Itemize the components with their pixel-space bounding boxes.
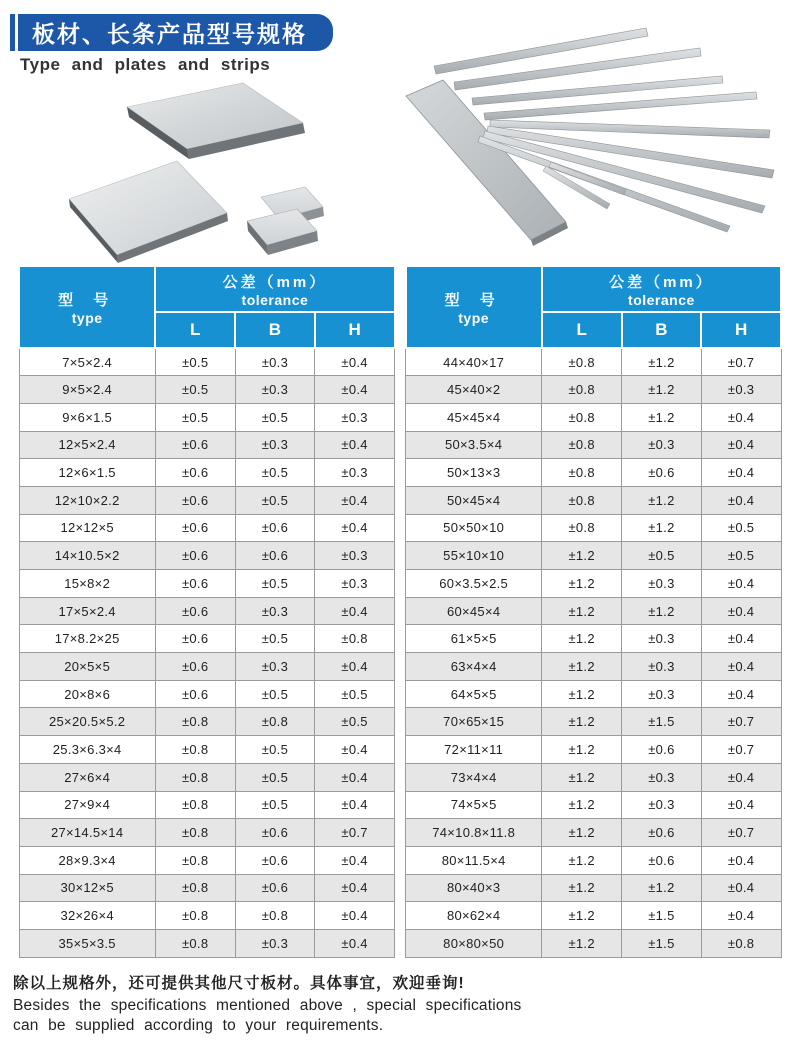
table-row [19, 348, 395, 376]
tolerance-cell: ±0.4 [315, 376, 395, 404]
table-row [19, 653, 395, 681]
tolerance-cell: ±0.3 [622, 791, 702, 819]
table-row [19, 570, 395, 598]
type-cell: 12×5×2.4 [19, 431, 155, 459]
tolerance-cell: ±0.3 [622, 763, 702, 791]
table-row [406, 597, 782, 625]
tolerance-cell: ±0.4 [701, 791, 781, 819]
tolerance-cell: ±0.8 [542, 403, 622, 431]
table-row [406, 431, 782, 459]
tolerance-cell: ±0.3 [315, 570, 395, 598]
type-cell: 63×4×4 [406, 653, 542, 681]
type-cell: 74×5×5 [406, 791, 542, 819]
type-cell: 80×40×3 [406, 874, 542, 902]
type-cell: 20×8×6 [19, 680, 155, 708]
tolerance-cell: ±0.4 [701, 874, 781, 902]
type-cell: 25.3×6.3×4 [19, 736, 155, 764]
tolerance-cell: ±1.2 [542, 846, 622, 874]
tolerance-cell: ±0.3 [315, 542, 395, 570]
type-cell: 14×10.5×2 [19, 542, 155, 570]
tolerance-cell: ±0.4 [315, 874, 395, 902]
type-cell: 80×80×50 [406, 929, 542, 957]
type-cell: 27×6×4 [19, 763, 155, 791]
tolerance-cell: ±0.3 [622, 653, 702, 681]
type-label-zh: 型 号 [58, 291, 117, 309]
tolerance-cell: ±0.5 [235, 680, 315, 708]
tolerance-cell: ±0.8 [315, 625, 395, 653]
table-row [19, 874, 395, 902]
tolerance-column-header [155, 266, 394, 312]
type-cell: 12×10×2.2 [19, 486, 155, 514]
tolerance-cell: ±0.8 [542, 348, 622, 376]
tolerance-cell: ±0.5 [235, 736, 315, 764]
tolerance-cell: ±0.4 [701, 486, 781, 514]
tolerance-column-header [542, 266, 781, 312]
tolerance-cell: ±0.4 [701, 680, 781, 708]
type-cell: 25×20.5×5.2 [19, 708, 155, 736]
type-cell: 35×5×3.5 [19, 929, 155, 957]
type-cell: 50×13×3 [406, 459, 542, 487]
tolerance-cell: ±0.5 [235, 791, 315, 819]
table-row [406, 376, 782, 404]
page-subtitle: Type and plates and strips [20, 55, 271, 74]
type-cell: 12×12×5 [19, 514, 155, 542]
table-row [19, 763, 395, 791]
table-row [406, 736, 782, 764]
type-cell: 72×11×11 [406, 736, 542, 764]
footer-note [13, 971, 793, 1036]
tolerance-cell: ±0.8 [155, 791, 235, 819]
tolerance-cell: ±1.5 [622, 708, 702, 736]
tolerance-cell: ±0.4 [315, 791, 395, 819]
tolerance-cell: ±0.6 [622, 819, 702, 847]
tolerance-cell: ±0.6 [622, 736, 702, 764]
tolerance-cell: ±1.2 [542, 929, 622, 957]
tolerance-cell: ±0.5 [701, 542, 781, 570]
tolerance-cell: ±0.4 [701, 902, 781, 930]
banner-accent-stripe [10, 14, 15, 51]
tolerance-cell: ±0.6 [155, 431, 235, 459]
table-row [19, 376, 395, 404]
table-row [406, 708, 782, 736]
table-row [19, 403, 395, 431]
type-cell: 32×26×4 [19, 902, 155, 930]
tolerance-cell: ±1.2 [542, 791, 622, 819]
tolerance-cell: ±0.3 [235, 431, 315, 459]
tolerance-cell: ±0.4 [701, 846, 781, 874]
tolerance-cell: ±0.3 [622, 625, 702, 653]
tolerance-cell: ±0.4 [315, 763, 395, 791]
tolerance-cell: ±0.5 [155, 348, 235, 376]
type-cell: 64×5×5 [406, 680, 542, 708]
tolerance-cell: ±0.5 [235, 403, 315, 431]
tolerance-cell: ±0.5 [235, 625, 315, 653]
tolerance-cell: ±0.3 [235, 348, 315, 376]
table-row [406, 874, 782, 902]
tolerance-label-en: tolerance [628, 291, 695, 308]
tolerance-cell: ±0.7 [701, 736, 781, 764]
footer-note-en-line2: can be supplied according to your requirements. [13, 1017, 384, 1034]
tolerance-cell: ±0.4 [315, 348, 395, 376]
tolerance-cell: ±0.6 [155, 570, 235, 598]
tolerance-cell: ±0.4 [701, 763, 781, 791]
tolerance-cell: ±0.3 [235, 376, 315, 404]
type-cell: 73×4×4 [406, 763, 542, 791]
table-row [406, 625, 782, 653]
tolerance-label-en: tolerance [241, 291, 309, 308]
tolerance-cell: ±0.8 [155, 819, 235, 847]
tolerance-cell: ±1.2 [622, 376, 702, 404]
tolerance-cell: ±1.2 [542, 874, 622, 902]
tolerance-cell: ±0.8 [542, 431, 622, 459]
page-title: 板材、长条产品型号规格 [18, 14, 333, 51]
table-row [19, 597, 395, 625]
tolerance-cell: ±0.5 [235, 570, 315, 598]
spec-table-right [405, 265, 783, 958]
type-column-header [406, 266, 542, 348]
tolerance-cell: ±0.8 [542, 514, 622, 542]
col-header-b: B [622, 312, 702, 348]
tolerance-cell: ±0.3 [315, 403, 395, 431]
table-row [19, 736, 395, 764]
tolerance-cell: ±1.5 [622, 929, 702, 957]
tolerance-cell: ±0.4 [701, 403, 781, 431]
tolerance-cell: ±0.4 [701, 459, 781, 487]
type-cell: 44×40×17 [406, 348, 542, 376]
type-cell: 80×11.5×4 [406, 846, 542, 874]
tolerance-cell: ±0.5 [235, 486, 315, 514]
type-cell: 60×3.5×2.5 [406, 570, 542, 598]
tolerance-cell: ±0.7 [701, 708, 781, 736]
tolerance-cell: ±0.5 [315, 708, 395, 736]
table-row [406, 902, 782, 930]
tolerance-cell: ±0.7 [315, 819, 395, 847]
tolerance-cell: ±0.6 [155, 597, 235, 625]
tolerance-cell: ±0.5 [155, 376, 235, 404]
type-cell: 61×5×5 [406, 625, 542, 653]
tolerance-cell: ±1.2 [622, 403, 702, 431]
table-row [19, 791, 395, 819]
spec-table-left [18, 265, 396, 958]
spec-tables [18, 265, 782, 958]
tolerance-cell: ±0.3 [235, 929, 315, 957]
tolerance-cell: ±0.4 [701, 570, 781, 598]
tolerance-cell: ±0.8 [155, 736, 235, 764]
tolerance-cell: ±0.6 [235, 874, 315, 902]
type-cell: 17×5×2.4 [19, 597, 155, 625]
tolerance-cell: ±0.6 [235, 514, 315, 542]
type-cell: 12×6×1.5 [19, 459, 155, 487]
tolerance-cell: ±1.2 [542, 708, 622, 736]
tolerance-cell: ±0.5 [235, 763, 315, 791]
tolerance-cell: ±0.8 [155, 708, 235, 736]
tolerance-cell: ±0.4 [315, 929, 395, 957]
tolerance-cell: ±0.5 [315, 680, 395, 708]
type-cell: 9×6×1.5 [19, 403, 155, 431]
tolerance-cell: ±1.2 [622, 597, 702, 625]
tolerance-cell: ±0.4 [315, 486, 395, 514]
table-row [19, 929, 395, 957]
table-row [19, 846, 395, 874]
tolerance-cell: ±1.2 [542, 763, 622, 791]
table-row [406, 542, 782, 570]
type-cell: 70×65×15 [406, 708, 542, 736]
type-column-header [19, 266, 155, 348]
table-row [406, 653, 782, 681]
tolerance-cell: ±0.6 [235, 846, 315, 874]
type-cell: 30×12×5 [19, 874, 155, 902]
type-label-en: type [458, 309, 490, 326]
tolerance-cell: ±1.2 [622, 486, 702, 514]
tolerance-cell: ±0.8 [155, 902, 235, 930]
plates-photo [55, 75, 390, 270]
tolerance-cell: ±0.4 [315, 653, 395, 681]
type-cell: 27×14.5×14 [19, 819, 155, 847]
type-cell: 28×9.3×4 [19, 846, 155, 874]
tolerance-cell: ±0.4 [315, 431, 395, 459]
tolerance-cell: ±0.8 [542, 486, 622, 514]
tolerance-cell: ±0.6 [155, 459, 235, 487]
type-cell: 74×10.8×11.8 [406, 819, 542, 847]
table-row [406, 514, 782, 542]
footer-note-en-line1: Besides the specifications mentioned above , special specifications [13, 997, 522, 1014]
tolerance-cell: ±0.4 [701, 625, 781, 653]
tolerance-cell: ±0.6 [622, 459, 702, 487]
type-label-en: type [71, 309, 103, 326]
tolerance-cell: ±0.8 [155, 846, 235, 874]
table-row [406, 929, 782, 957]
table-row [406, 846, 782, 874]
table-row [19, 542, 395, 570]
tolerance-cell: ±0.4 [315, 902, 395, 930]
tolerance-cell: ±0.6 [622, 846, 702, 874]
tolerance-cell: ±0.3 [701, 376, 781, 404]
tolerance-cell: ±1.2 [542, 570, 622, 598]
type-cell: 45×40×2 [406, 376, 542, 404]
tolerance-cell: ±1.2 [542, 819, 622, 847]
table-row [19, 514, 395, 542]
tolerance-cell: ±0.3 [315, 459, 395, 487]
table-row [406, 403, 782, 431]
tolerance-cell: ±0.7 [701, 348, 781, 376]
tolerance-cell: ±0.4 [315, 514, 395, 542]
table-row [19, 680, 395, 708]
table-row [19, 708, 395, 736]
type-cell: 80×62×4 [406, 902, 542, 930]
table-row [406, 819, 782, 847]
table-row [19, 819, 395, 847]
tolerance-cell: ±0.6 [235, 542, 315, 570]
tolerance-cell: ±0.4 [701, 653, 781, 681]
type-cell: 15×8×2 [19, 570, 155, 598]
tolerance-cell: ±0.6 [235, 819, 315, 847]
tolerance-cell: ±0.8 [155, 763, 235, 791]
type-cell: 7×5×2.4 [19, 348, 155, 376]
tolerance-cell: ±1.2 [622, 348, 702, 376]
tolerance-cell: ±0.5 [235, 459, 315, 487]
type-cell: 27×9×4 [19, 791, 155, 819]
tolerance-cell: ±0.6 [155, 653, 235, 681]
tolerance-cell: ±0.8 [155, 929, 235, 957]
type-cell: 50×45×4 [406, 486, 542, 514]
table-row [406, 680, 782, 708]
type-cell: 60×45×4 [406, 597, 542, 625]
tolerance-cell: ±0.5 [155, 403, 235, 431]
table-row [406, 348, 782, 376]
table-row [19, 431, 395, 459]
tolerance-cell: ±0.3 [622, 431, 702, 459]
type-cell: 55×10×10 [406, 542, 542, 570]
type-cell: 50×3.5×4 [406, 431, 542, 459]
type-cell: 20×5×5 [19, 653, 155, 681]
tolerance-cell: ±0.6 [155, 514, 235, 542]
col-header-b: B [235, 312, 315, 348]
tolerance-cell: ±0.7 [701, 819, 781, 847]
tolerance-cell: ±0.8 [155, 874, 235, 902]
footer-note-zh: 除以上规格外，还可提供其他尺寸板材。具体事宜，欢迎垂询! [13, 975, 465, 992]
tolerance-cell: ±0.8 [701, 929, 781, 957]
type-cell: 17×8.2×25 [19, 625, 155, 653]
tolerance-cell: ±1.5 [622, 902, 702, 930]
col-header-h: H [315, 312, 395, 348]
tolerance-cell: ±1.2 [542, 542, 622, 570]
tolerance-cell: ±0.3 [622, 570, 702, 598]
tolerance-cell: ±0.4 [315, 597, 395, 625]
tolerance-cell: ±0.4 [315, 736, 395, 764]
table-row [19, 459, 395, 487]
tolerance-cell: ±1.2 [542, 902, 622, 930]
col-header-l: L [542, 312, 622, 348]
table-row [406, 486, 782, 514]
strips-photo [388, 18, 800, 253]
table-row [19, 902, 395, 930]
tolerance-label-zh: 公差（mm） [222, 273, 328, 291]
tolerance-cell: ±0.8 [235, 708, 315, 736]
type-label-zh: 型 号 [444, 291, 503, 309]
tolerance-cell: ±1.2 [622, 874, 702, 902]
table-row [19, 625, 395, 653]
tolerance-cell: ±0.8 [542, 459, 622, 487]
tolerance-label-zh: 公差（mm） [609, 273, 714, 291]
tolerance-cell: ±0.4 [701, 597, 781, 625]
page-header [10, 14, 333, 51]
table-row [406, 459, 782, 487]
tolerance-cell: ±0.4 [701, 431, 781, 459]
tolerance-cell: ±1.2 [542, 653, 622, 681]
tolerance-cell: ±0.6 [155, 625, 235, 653]
tolerance-cell: ±0.6 [155, 542, 235, 570]
table-row [406, 791, 782, 819]
col-header-l: L [155, 312, 235, 348]
tolerance-cell: ±0.8 [542, 376, 622, 404]
table-row [19, 486, 395, 514]
tolerance-cell: ±0.6 [155, 486, 235, 514]
type-cell: 9×5×2.4 [19, 376, 155, 404]
tolerance-cell: ±0.3 [235, 597, 315, 625]
tolerance-cell: ±1.2 [542, 736, 622, 764]
tolerance-cell: ±0.6 [155, 680, 235, 708]
tolerance-cell: ±0.8 [235, 902, 315, 930]
tolerance-cell: ±0.5 [622, 542, 702, 570]
tolerance-cell: ±1.2 [542, 680, 622, 708]
tolerance-cell: ±1.2 [542, 625, 622, 653]
table-row [406, 570, 782, 598]
type-cell: 50×50×10 [406, 514, 542, 542]
type-cell: 45×45×4 [406, 403, 542, 431]
table-row [406, 763, 782, 791]
tolerance-cell: ±0.5 [701, 514, 781, 542]
tolerance-cell: ±0.3 [235, 653, 315, 681]
tolerance-cell: ±1.2 [542, 597, 622, 625]
tolerance-cell: ±1.2 [622, 514, 702, 542]
col-header-h: H [701, 312, 781, 348]
tolerance-cell: ±0.4 [315, 846, 395, 874]
tolerance-cell: ±0.3 [622, 680, 702, 708]
